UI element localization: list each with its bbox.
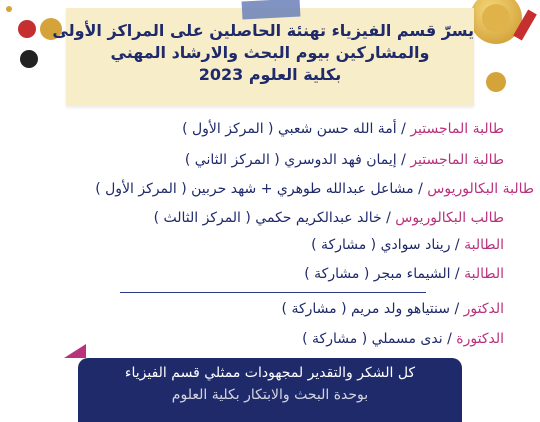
- entry-name: / الشيماء مبجر ( مشاركة ): [304, 266, 460, 282]
- entry-role: طالبة الماجستير: [410, 121, 504, 137]
- divider: [120, 292, 426, 293]
- header-banner: [52, 8, 474, 106]
- entry-role: الطالبة: [464, 266, 504, 282]
- gold-confetti-decoration: [6, 6, 12, 12]
- footer-box: [78, 358, 462, 422]
- entry-role: الطالبة: [464, 237, 504, 253]
- entry-role: طالبة البكالوريوس: [427, 181, 534, 197]
- entry-name: / خالد عبدالكريم حكمي ( المركز الثالث ): [153, 210, 391, 226]
- gold-medal-bottom-decoration: [486, 72, 506, 92]
- entry-name: / أمة الله حسن شعبي ( المركز الأول ): [182, 121, 406, 137]
- dark-ball-decoration: [20, 50, 38, 68]
- header-text: [52, 20, 474, 86]
- entry-role: الدكتورة: [456, 331, 504, 347]
- list-item: [154, 209, 504, 227]
- header-line-2: والمشاركين بيوم البحث والارشاد المهني: [110, 43, 430, 62]
- entry-name: / إيمان فهد الدوسري ( المركز الثاني ): [184, 152, 406, 168]
- entry-role: طالب البكالوريوس: [395, 210, 504, 226]
- entry-name: / ندى مسملي ( مشاركة ): [302, 331, 452, 347]
- list-item: [95, 180, 534, 198]
- list-item: [182, 120, 504, 138]
- entry-role: الدكتور: [463, 301, 504, 317]
- entry-role: طالبة الماجستير: [410, 152, 504, 168]
- footer-fold-decoration: [64, 344, 86, 358]
- list-item: [282, 300, 504, 318]
- footer-line-2: بوحدة البحث والابتكار بكلية العلوم: [171, 387, 369, 403]
- list-item: [304, 265, 504, 283]
- list-item: [185, 151, 504, 169]
- red-balloon-decoration: [18, 20, 36, 38]
- list-item: [311, 236, 504, 254]
- tape-decoration: [242, 0, 301, 20]
- gold-medal-inner-decoration: [482, 4, 510, 32]
- header-line-3: بكلية العلوم 2023: [198, 65, 342, 84]
- entry-name: / مشاعل عبدالله طوهري + شهد حربين ( المركز الأول ): [95, 181, 423, 197]
- header-line-1: يسرّ قسم الفيزياء تهنئة الحاصلين على المراكز الأولى: [52, 21, 474, 40]
- list-item: [302, 330, 504, 348]
- footer-line-1: كل الشكر والتقدير لمجهودات ممثلي قسم الفيزياء: [124, 365, 416, 381]
- entry-name: / ريناد سوادي ( مشاركة ): [311, 237, 460, 253]
- entry-name: / سنتياهو ولد مريم ( مشاركة ): [281, 301, 460, 317]
